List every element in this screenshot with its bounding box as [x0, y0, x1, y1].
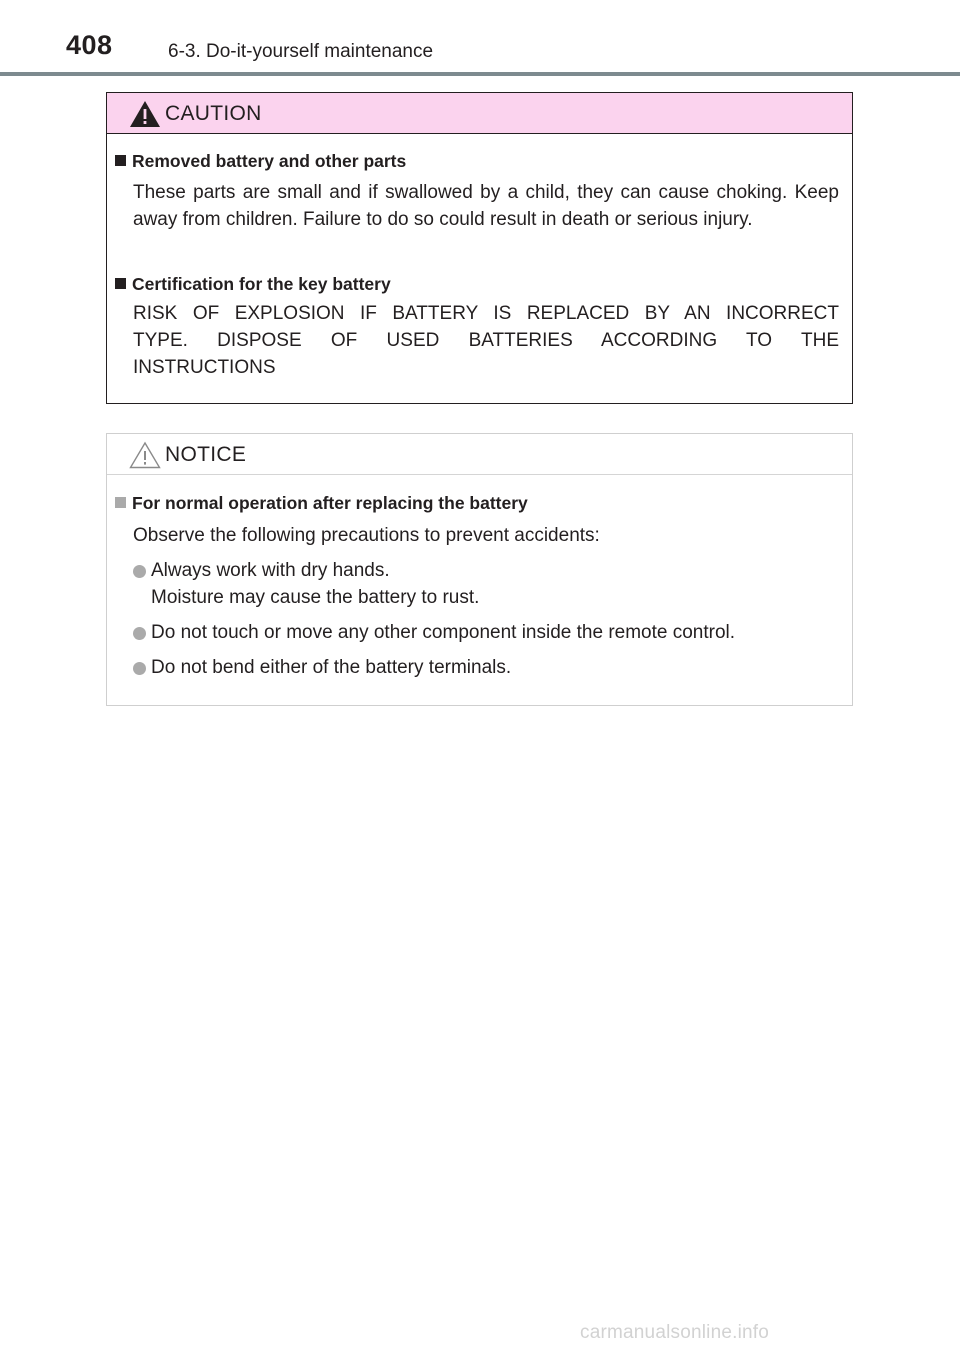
bullet-dot-icon	[133, 662, 146, 675]
caution-header	[107, 93, 852, 134]
section-title: 6-3. Do-it-yourself maintenance	[168, 41, 434, 62]
header-divider	[0, 72, 960, 76]
caution-box	[106, 92, 853, 404]
caution-label: CAUTION	[165, 102, 262, 125]
warning-triangle-icon	[129, 100, 161, 128]
notice-item-title: For normal operation after replacing the battery	[115, 493, 528, 514]
notice-box: NOTICE For normal operation after replacing the battery Observe the following precautions to prevent accidents: Always work with dry hands. Moisture may cause the battery to rust. Do not touch or move any other component inside the remote control. Do not bend either of the battery terminals.	[106, 433, 853, 706]
warning-triangle-outline-icon	[129, 441, 161, 469]
notice-header	[107, 434, 852, 475]
caution-item-body-line: INSTRUCTIONS	[133, 357, 276, 378]
caution-item-body: These parts are small and if swallowed by a child, they can cause choking. Keep away from children. Failure to do so could result in death or serious injury.	[133, 182, 839, 230]
caution-item-title: Removed battery and other parts	[115, 151, 406, 172]
square-bullet-icon	[115, 497, 126, 508]
notice-label: NOTICE	[165, 443, 247, 466]
notice-intro: Observe the following precautions to prevent accidents:	[133, 525, 600, 546]
bullet-dot-icon	[133, 565, 146, 578]
caution-item-body-line: RISK OF EXPLOSION IF BATTERY IS REPLACED BY AN INCORRECT	[133, 303, 839, 324]
caution-item-title: Certification for the key battery	[115, 274, 391, 295]
square-bullet-icon	[115, 155, 126, 166]
page-header	[0, 0, 960, 78]
bullet-dot-icon	[133, 627, 146, 640]
watermark: carmanualsonline.info	[580, 1322, 770, 1343]
caution-item-body-line: TYPE. DISPOSE OF USED BATTERIES ACCORDING TO THE	[133, 330, 839, 351]
page-number: 408	[66, 30, 113, 60]
square-bullet-icon	[115, 278, 126, 289]
